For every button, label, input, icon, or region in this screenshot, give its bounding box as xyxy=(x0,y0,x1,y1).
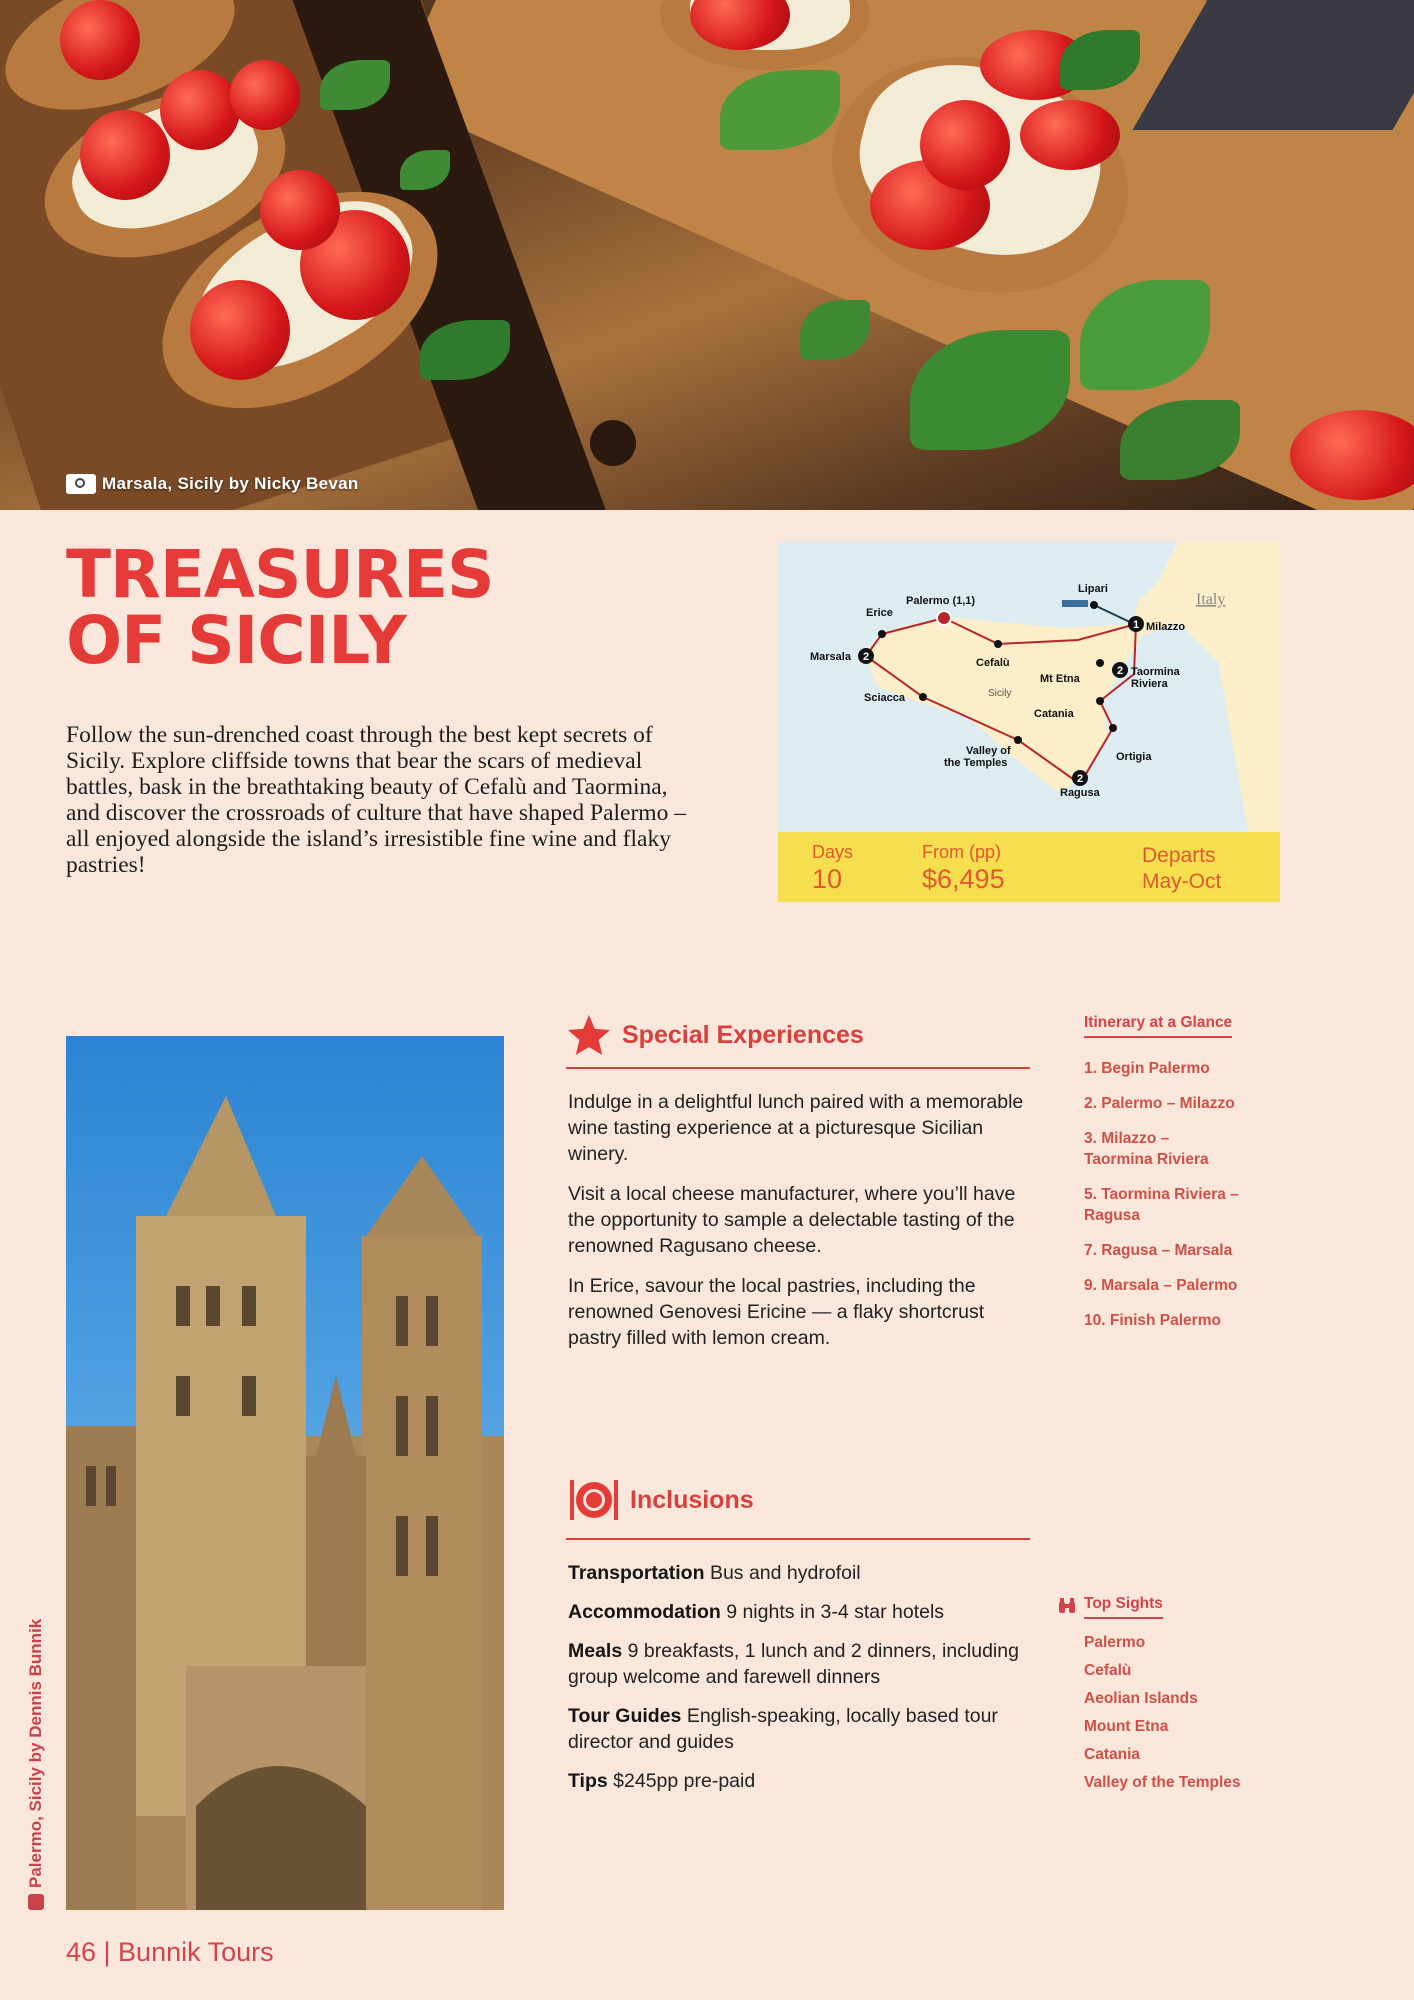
itinerary-item: 9. Marsala – Palermo xyxy=(1084,1277,1238,1294)
map-label-etna: Mt Etna xyxy=(1040,673,1080,685)
inclusion-item: Transportation Bus and hydrofoil xyxy=(568,1562,861,1584)
page-footer: 46 | Bunnik Tours xyxy=(66,1937,274,1967)
ferry-icon xyxy=(1062,600,1088,607)
itinerary-item: 7. Ragusa – Marsala xyxy=(1084,1242,1233,1259)
map-label-erice: Erice xyxy=(866,607,893,619)
itinerary-title: Itinerary at a Glance xyxy=(1084,1014,1232,1038)
inclusion-item: Tour Guides English-speaking, locally based tour director and guides xyxy=(568,1705,998,1753)
days-value: 10 xyxy=(812,864,843,894)
title-line-2: OF SICILY xyxy=(66,602,406,679)
departs-value: May-Oct xyxy=(1142,870,1222,893)
special-experiences-title: Special Experiences xyxy=(622,1020,864,1049)
hero-photo xyxy=(0,0,1414,510)
sight-item: Mount Etna xyxy=(1084,1718,1169,1735)
map-label-palermo: Palermo (1,1) xyxy=(906,595,976,607)
camera-icon xyxy=(66,474,96,494)
map-label-temples: the Temples xyxy=(944,757,1008,769)
svg-text:2: 2 xyxy=(1116,665,1124,677)
price-value: $6,495 xyxy=(922,864,1005,894)
map-label-ortigia: Ortigia xyxy=(1116,751,1152,763)
itinerary-item: 5. Taormina Riviera – Ragusa xyxy=(1084,1186,1239,1224)
hero-photo-caption xyxy=(66,474,359,494)
sight-item: Catania xyxy=(1084,1746,1140,1763)
map-label-cefalu: Cefalù xyxy=(976,657,1010,669)
inclusion-item: Accommodation 9 nights in 3-4 star hotels xyxy=(568,1601,945,1623)
itinerary-item: 2. Palermo – Milazzo xyxy=(1084,1095,1235,1112)
map-label-taormina: Taormina xyxy=(1131,666,1180,678)
page-title xyxy=(66,536,586,679)
days-label: Days xyxy=(812,842,854,862)
binoculars-icon xyxy=(1058,1598,1076,1614)
trip-summary-bar xyxy=(778,832,1280,902)
inclusions-heading xyxy=(568,1478,754,1522)
map-label-riviera: Riviera xyxy=(1131,678,1168,690)
route-map xyxy=(778,542,1280,832)
special-paragraph-2: Visit a local cheese manufacturer, where you’ll have the opportunity to sample a delectable tasting of the renowned Ragusano cheese. xyxy=(568,1183,1016,1257)
inclusions-divider xyxy=(566,1538,1030,1540)
inclusions-title: Inclusions xyxy=(630,1485,754,1514)
map-label-lipari: Lipari xyxy=(1078,583,1108,595)
special-experiences-heading xyxy=(566,1012,864,1058)
title-line-1: TREASURES xyxy=(66,536,494,613)
map-label-catania: Catania xyxy=(1034,708,1074,720)
sight-item: Cefalù xyxy=(1084,1662,1132,1679)
route-map-svg xyxy=(778,542,1280,832)
special-paragraph-3: In Erice, savour the local pastries, including the renowned Genovesi Ericine — a flaky shortcrust pastry filled with lemon cream. xyxy=(568,1275,985,1349)
camera-icon xyxy=(28,1894,44,1910)
intro-paragraph: Follow the sun-drenched coast through the best kept secrets of Sicily. Explore cliffside towns that bear the scars of medieval battles, bask in the breathtaking beauty of Cefalù and Taormina, and discover the crossroads of culture that have shaped Palermo – all enjoyed alongside the island’s irresistible fine wine and flaky pastries! xyxy=(66,722,686,878)
cathedral-caption-text: Palermo, Sicily by Dennis Bunnik xyxy=(26,1618,45,1888)
map-label-valley: Valley of xyxy=(966,745,1011,757)
special-divider xyxy=(566,1067,1030,1069)
svg-text:2: 2 xyxy=(862,651,870,663)
palermo-marker xyxy=(937,611,951,625)
special-paragraph-1: Indulge in a delightful lunch paired with a memorable wine tasting experience at a picturesque Sicilian winery. xyxy=(568,1091,1024,1165)
itinerary-item: 10. Finish Palermo xyxy=(1084,1312,1221,1329)
cathedral-caption xyxy=(26,1619,46,1910)
map-label-italy: Italy xyxy=(1196,591,1226,608)
inclusion-item: Tips $245pp pre-paid xyxy=(568,1770,756,1792)
plate-cutlery-icon xyxy=(568,1478,620,1522)
map-label-sciacca: Sciacca xyxy=(864,692,905,704)
itinerary-item: 1. Begin Palermo xyxy=(1084,1060,1210,1077)
sight-item: Palermo xyxy=(1084,1634,1146,1651)
star-icon xyxy=(566,1012,612,1058)
map-label-ragusa: Ragusa xyxy=(1060,787,1100,799)
map-label-marsala: Marsala xyxy=(810,651,851,663)
map-label-sicily: Sicily xyxy=(988,688,1012,699)
hero-caption-text: Marsala, Sicily by Nicky Bevan xyxy=(102,474,359,493)
inclusion-item: Meals 9 breakfasts, 1 lunch and 2 dinners, including group welcome and farewell dinners xyxy=(568,1640,1019,1688)
itinerary-item: 3. Milazzo – Taormina Riviera xyxy=(1084,1130,1209,1168)
price-label: From (pp) xyxy=(922,842,1002,862)
departs-label: Departs xyxy=(1142,844,1216,867)
sight-item: Aeolian Islands xyxy=(1084,1690,1198,1707)
sight-item: Valley of the Temples xyxy=(1084,1774,1241,1791)
cathedral-photo xyxy=(66,1036,504,1910)
top-sights-title: Top Sights xyxy=(1084,1595,1163,1619)
ferry-line xyxy=(1094,605,1134,624)
svg-text:2: 2 xyxy=(1076,773,1084,785)
svg-text:1: 1 xyxy=(1132,619,1140,631)
map-label-milazzo: Milazzo xyxy=(1146,621,1186,633)
